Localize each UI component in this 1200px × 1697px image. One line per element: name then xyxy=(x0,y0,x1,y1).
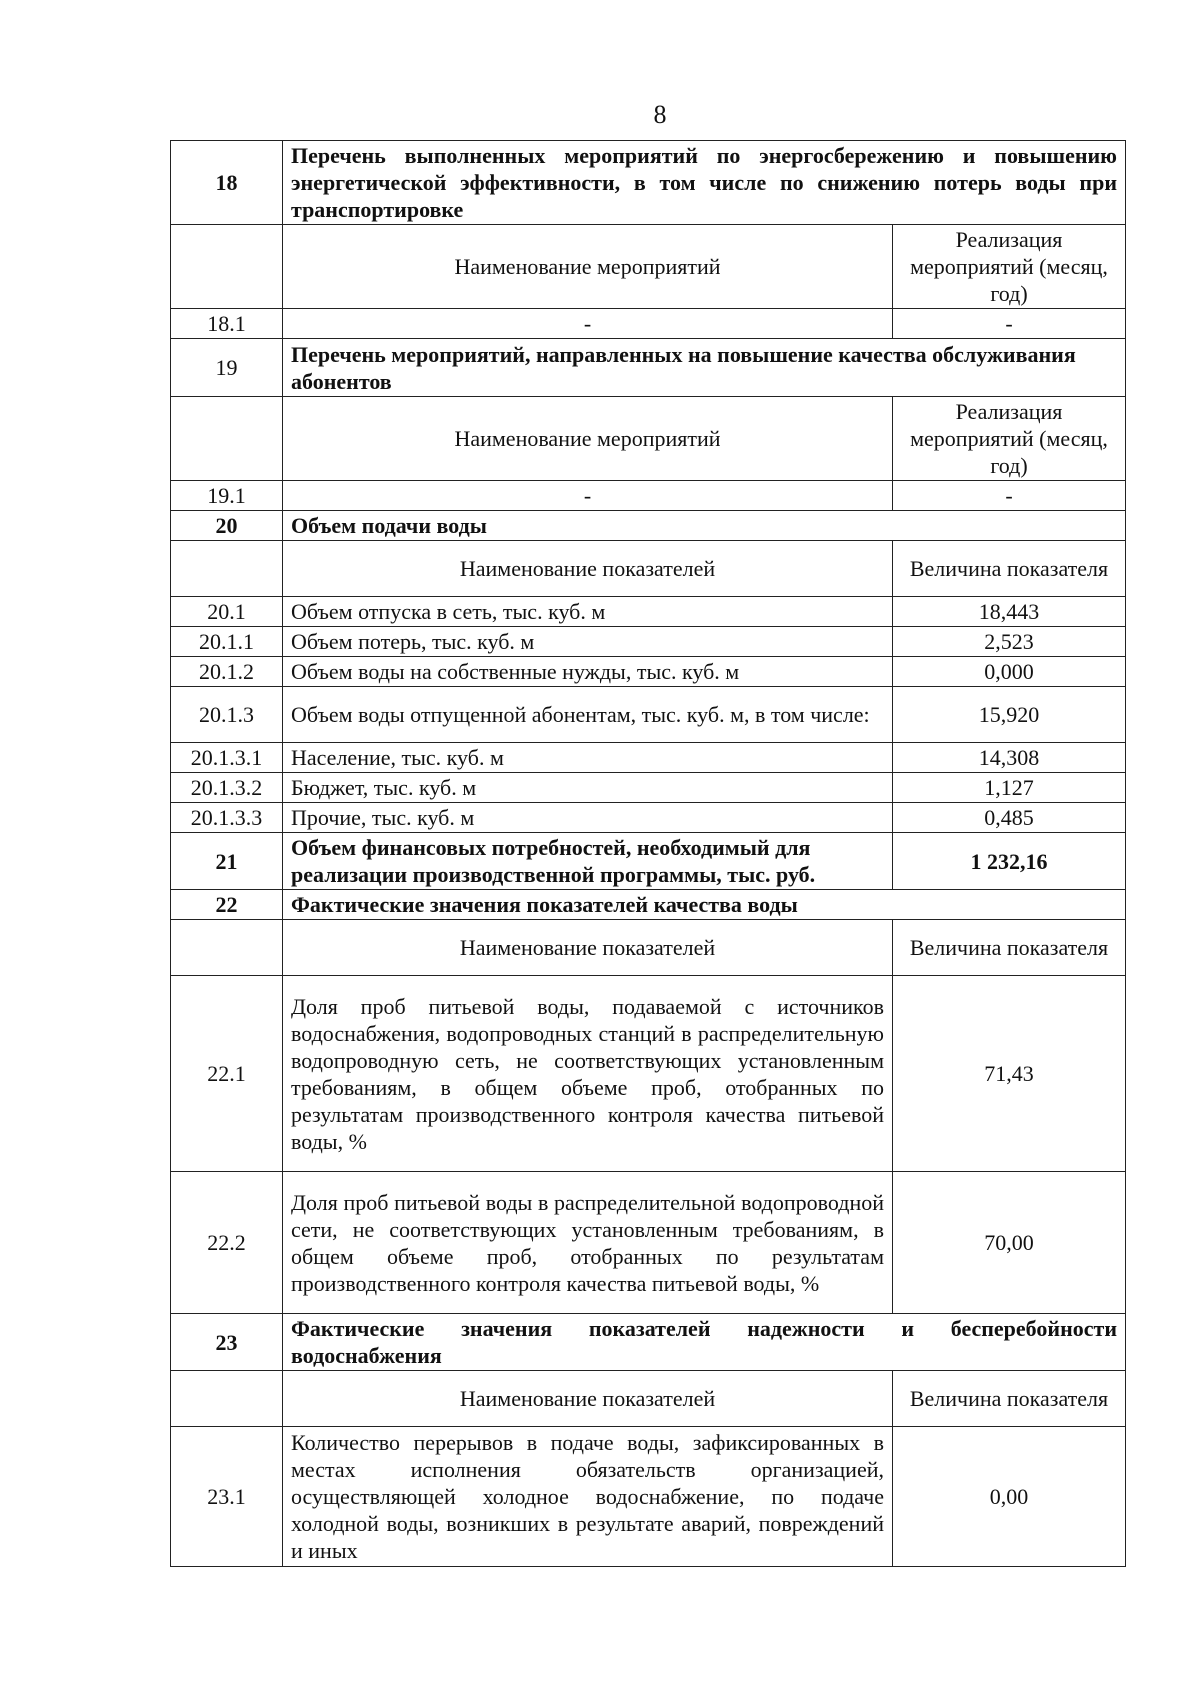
column-header-name: Наименование мероприятий xyxy=(283,397,893,481)
row-number: 19.1 xyxy=(171,481,283,511)
section-19-column-header-row xyxy=(171,397,1126,481)
empty-cell xyxy=(171,1371,283,1427)
empty-cell xyxy=(171,397,283,481)
row-value: 18,443 xyxy=(893,597,1126,627)
section-number: 22 xyxy=(171,890,283,920)
section-title: Фактические значения показателей качества воды xyxy=(283,890,1126,920)
section-title: Перечень выполненных мероприятий по энергосбережению и повышению энергетической эффективности, в том числе по снижению потерь воды при транспортировке xyxy=(283,141,1126,225)
section-19-header-row xyxy=(171,339,1126,397)
empty-cell xyxy=(171,225,283,309)
section-22-header-row xyxy=(171,890,1126,920)
section-number: 21 xyxy=(171,833,283,890)
row-value: 1,127 xyxy=(893,773,1126,803)
row-value: - xyxy=(893,481,1126,511)
row-value: 0,00 xyxy=(893,1427,1126,1567)
section-22-column-header-row xyxy=(171,920,1126,976)
section-number: 19 xyxy=(171,339,283,397)
section-21-row xyxy=(171,833,1126,890)
row-name: Объем воды на собственные нужды, тыс. куб. м xyxy=(283,657,893,687)
column-header-name: Наименование мероприятий xyxy=(283,225,893,309)
column-header-value: Величина показателя xyxy=(893,1371,1126,1427)
table-row xyxy=(171,1172,1126,1314)
section-title: Объем подачи воды xyxy=(283,511,1126,541)
table-row xyxy=(171,657,1126,687)
table-row xyxy=(171,627,1126,657)
empty-cell xyxy=(171,920,283,976)
column-header-name: Наименование показателей xyxy=(283,1371,893,1427)
row-value: 2,523 xyxy=(893,627,1126,657)
table-row xyxy=(171,687,1126,743)
section-23-header-row xyxy=(171,1314,1126,1371)
row-name: Объем воды отпущенной абонентам, тыс. куб. м, в том числе: xyxy=(283,687,893,743)
row-name: Прочие, тыс. куб. м xyxy=(283,803,893,833)
row-number: 20.1.3.1 xyxy=(171,743,283,773)
row-value: 71,43 xyxy=(893,976,1126,1172)
section-number: 18 xyxy=(171,141,283,225)
table-row xyxy=(171,773,1126,803)
column-header-value: Реализация мероприятий (месяц, год) xyxy=(893,397,1126,481)
section-value: 1 232,16 xyxy=(893,833,1126,890)
row-value: 0,485 xyxy=(893,803,1126,833)
column-header-value: Величина показателя xyxy=(893,920,1126,976)
row-name: - xyxy=(283,481,893,511)
row-number: 22.2 xyxy=(171,1172,283,1314)
table-row xyxy=(171,743,1126,773)
row-value: 0,000 xyxy=(893,657,1126,687)
row-number: 20.1.2 xyxy=(171,657,283,687)
row-number: 20.1.3 xyxy=(171,687,283,743)
section-title: Объем финансовых потребностей, необходимый для реализации производственной программы, тыс. руб. xyxy=(283,833,893,890)
section-title: Фактические значения показателей надежности и бесперебойности водоснабжения xyxy=(283,1314,1126,1371)
section-number: 23 xyxy=(171,1314,283,1371)
row-name: - xyxy=(283,309,893,339)
column-header-value: Реализация мероприятий (месяц, год) xyxy=(893,225,1126,309)
row-name: Доля проб питьевой воды, подаваемой с источников водоснабжения, водопроводных станций в распределительную водопроводную сеть, не соответствующих установленным требованиям, в общем объеме проб, отобранных по результатам производственного контроля качества питьевой воды, % xyxy=(283,976,893,1172)
section-18-header-row xyxy=(171,141,1126,225)
row-name: Доля проб питьевой воды в распределительной водопроводной сети, не соответствующих установленным требованиям, в общем объеме проб, отобранных по результатам производственного контроля качества питьевой воды, % xyxy=(283,1172,893,1314)
row-name: Объем потерь, тыс. куб. м xyxy=(283,627,893,657)
row-number: 23.1 xyxy=(171,1427,283,1567)
row-number: 20.1.1 xyxy=(171,627,283,657)
section-number: 20 xyxy=(171,511,283,541)
row-value: - xyxy=(893,309,1126,339)
table-row xyxy=(171,1427,1126,1567)
row-number: 18.1 xyxy=(171,309,283,339)
section-20-column-header-row xyxy=(171,541,1126,597)
section-20-header-row xyxy=(171,511,1126,541)
row-value: 70,00 xyxy=(893,1172,1126,1314)
production-program-table xyxy=(170,140,1126,1567)
row-number: 22.1 xyxy=(171,976,283,1172)
row-name: Население, тыс. куб. м xyxy=(283,743,893,773)
row-value: 15,920 xyxy=(893,687,1126,743)
table-row xyxy=(171,597,1126,627)
row-name: Объем отпуска в сеть, тыс. куб. м xyxy=(283,597,893,627)
row-number: 20.1.3.3 xyxy=(171,803,283,833)
row-number: 20.1 xyxy=(171,597,283,627)
table-row xyxy=(171,309,1126,339)
column-header-name: Наименование показателей xyxy=(283,541,893,597)
column-header-name: Наименование показателей xyxy=(283,920,893,976)
section-18-column-header-row xyxy=(171,225,1126,309)
page-number: 8 xyxy=(653,100,667,129)
table-row xyxy=(171,976,1126,1172)
section-title: Перечень мероприятий, направленных на повышение качества обслуживания абонентов xyxy=(283,339,1126,397)
row-name: Бюджет, тыс. куб. м xyxy=(283,773,893,803)
row-value: 14,308 xyxy=(893,743,1126,773)
empty-cell xyxy=(171,541,283,597)
column-header-value: Величина показателя xyxy=(893,541,1126,597)
section-23-column-header-row xyxy=(171,1371,1126,1427)
table-row xyxy=(171,481,1126,511)
row-number: 20.1.3.2 xyxy=(171,773,283,803)
table-row xyxy=(171,803,1126,833)
row-name: Количество перерывов в подаче воды, зафиксированных в местах исполнения обязательств организацией, осуществляющей холодное водоснабжение, по подаче холодной воды, возникших в результате аварий, повреждений и иных xyxy=(283,1427,893,1567)
